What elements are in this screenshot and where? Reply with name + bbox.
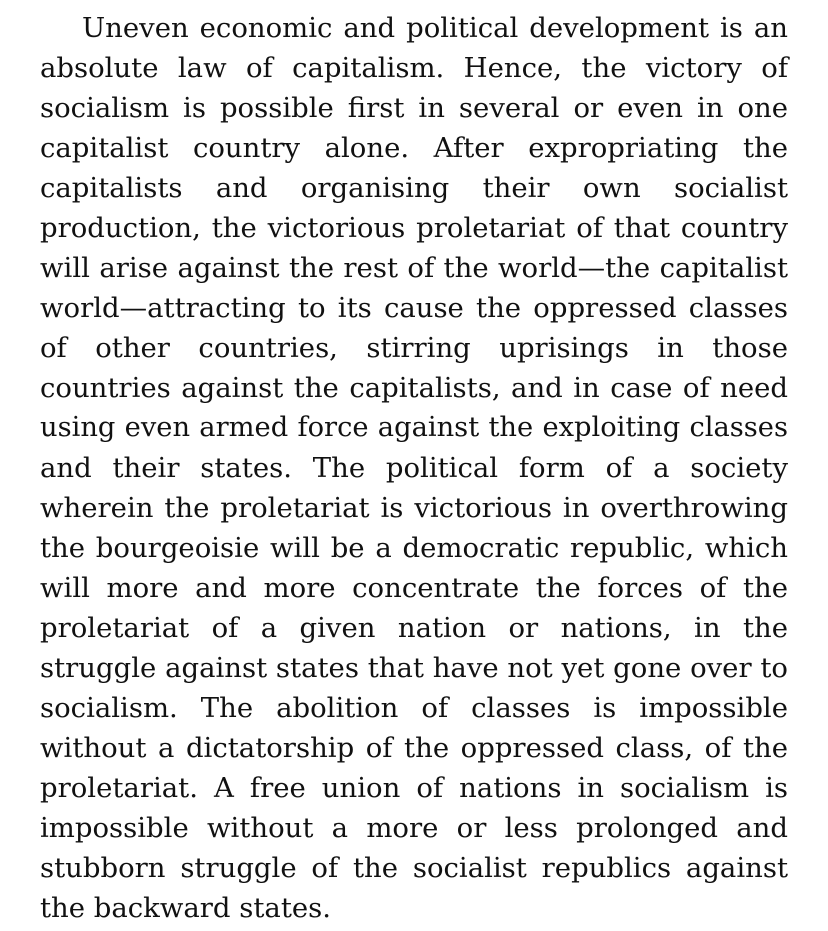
text-line: wherein the proletariat is victorious in overthrowing <box>40 492 788 524</box>
text-line: using even armed force against the exploiting classes <box>40 412 788 443</box>
text-line: capitalist country alone. After expropriating the <box>40 132 788 164</box>
text-page <box>40 8 788 928</box>
text-line: world—attracting to its cause the oppressed classes <box>40 292 788 324</box>
text-line: proletariat. A free union of nations in socialism is <box>40 772 788 804</box>
text-line: struggle against states that have not yet gone over to <box>40 652 788 684</box>
text-line: the backward states. <box>40 892 332 924</box>
text-line: Uneven economic and political development is an <box>82 12 788 44</box>
text-line: absolute law of capitalism. Hence, the victory of <box>40 52 788 84</box>
text-line: socialism is possible first in several or even in one <box>40 92 788 124</box>
text-line: production, the victorious proletariat of that country <box>40 212 788 244</box>
text-line: proletariat of a given nation or nations, in the <box>40 612 788 644</box>
text-line: will more and more concentrate the forces of the <box>40 572 788 604</box>
text-line: of other countries, stirring uprisings in those <box>40 332 788 364</box>
text-line: impossible without a more or less prolonged and <box>40 812 788 844</box>
text-line: countries against the capitalists, and in case of need <box>40 372 788 404</box>
body-paragraph <box>40 8 788 928</box>
text-line: and their states. The political form of a society <box>40 452 788 484</box>
text-line: socialism. The abolition of classes is impossible <box>40 692 788 724</box>
text-line: the bourgeoisie will be a democratic republic, which <box>40 532 788 564</box>
text-line: capitalists and organising their own socialist <box>40 172 788 204</box>
text-line: stubborn struggle of the socialist republics against <box>40 852 788 884</box>
text-line: without a dictatorship of the oppressed class, of the <box>40 732 788 764</box>
text-line: will arise against the rest of the world—the capitalist <box>40 252 788 284</box>
